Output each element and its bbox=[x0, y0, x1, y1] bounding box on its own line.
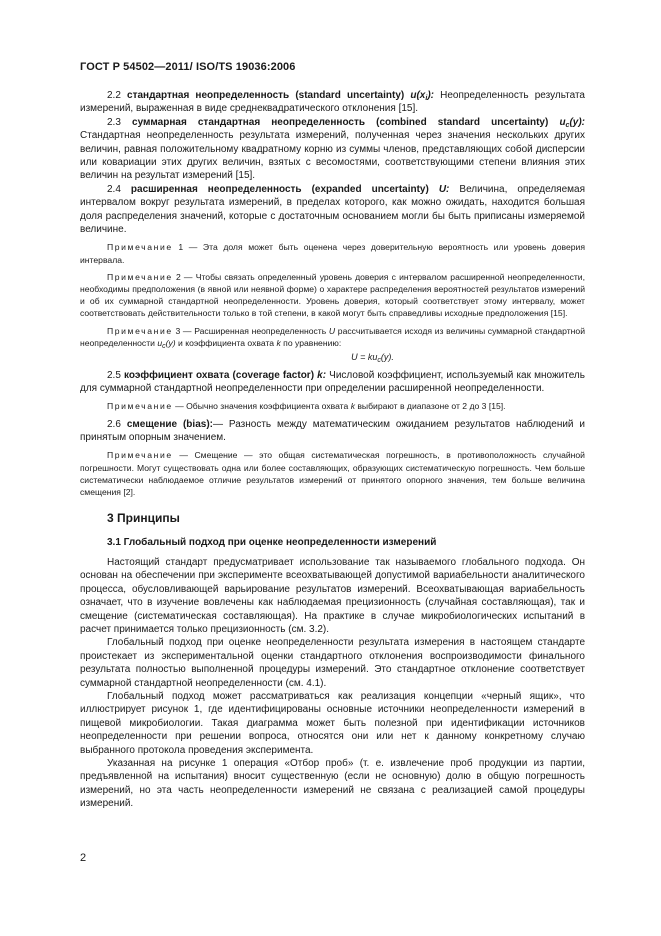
document-header: ГОСТ Р 54502—2011/ ISO/TS 19036:2006 bbox=[80, 61, 296, 73]
definition-2-6 bbox=[80, 418, 585, 445]
definition-text: Неопределенность результата измерений, выраженная в виде среднеквадратического отклонения [15]. bbox=[80, 90, 585, 115]
note-2-4-3: Примечание 3 — Расширенная неопределенность U рассчитывается исходя из величины суммарной стандартной неопределенности $u_c(y)$ и коэффициента охвата k по уравнению: bbox=[80, 325, 586, 350]
formula-expanded-uncertainty: $U = ku_c(y)$. bbox=[351, 352, 394, 365]
definition-number: 2.3 bbox=[107, 116, 121, 128]
section-heading-3-1: 3.1 Глобальный подход при оценке неопределенности измерений bbox=[107, 536, 437, 548]
definition-term: смещение (bias): bbox=[126, 418, 213, 430]
definition-term: расширенная неопределенность (expanded uncertainty) bbox=[130, 183, 439, 195]
document-body bbox=[80, 89, 585, 811]
note-label: Примечание bbox=[107, 242, 173, 253]
note-2-4-2: Примечание 2 — Чтобы связать определенный уровень доверия с интервалом расширенной неопределенности, необходимы предположения (в явной или неявной форме) о характере распределения вероятностей результатов измерений и об их суммарной стандартной неопределенности. Уровень доверия, который соответствует этому интервалу, может соответствовать действительности только в той степени, в какой могут быть справедливы исходные предположения [15]. bbox=[80, 271, 585, 319]
section-heading-3: 3 Принципы bbox=[107, 511, 180, 526]
definition-term: стандартная неопределенность (standard uncertainty) bbox=[127, 90, 411, 101]
definition-number: 2.5 bbox=[107, 369, 121, 381]
definition-symbol: u(x bbox=[410, 90, 426, 101]
note-2-5: Примечание — Обычно значения коэффициента охвата k выбирают в диапазоне от 2 до 3 [15]. bbox=[107, 401, 506, 412]
note-2-4-1: Примечание 1 — Эта доля может быть оценена через доверительную вероятность или уровень доверия интервала. bbox=[80, 242, 585, 265]
definition-2-5 bbox=[80, 369, 585, 396]
paragraph-3-1-1: Настоящий стандарт предусматривает использование так называемого глобального подхода. Он основан на обеспечении при эксперименте всеохватывающей допустимой вариабельности аналитического процесса, обусловливающей варьирование результатов измерений. Всеохватывающая вариабельность означает, что в изучение вовлечены как наблюдаемая прецизионность (случайная составляющая), так и смещение (систематическая составляющая). На практике в случае микробиологических испытаний в расчет принимается только прецизионность (см. 3.2). bbox=[80, 556, 585, 635]
definition-2-3: 2.3 суммарная стандартная неопределенность (combined standard uncertainty) $u_c(y)$: Стандартная неопределенность результата измерений, полученная через значения нескольких других величин, равная положительному квадратному корню из суммы членов, представляющих собой дисперсии или ковариации этих других величин, взятых с весомостями, соответствующими степени влияния этих величин на результат измерений [15]. bbox=[80, 116, 586, 182]
note-label: Примечание bbox=[107, 325, 173, 336]
definition-number: 2.2 bbox=[107, 90, 121, 101]
definition-text: Стандартная неопределенность результата измерений, полученная через значения нескольких других величин, равная положительному квадратному корню из суммы членов, представляющих собой дисперсии или ковариации этих других величин, взятых с весомостями, соответствующими степени влияния этих величин на результат измерений [15]. bbox=[80, 130, 585, 182]
paragraph-3-1-4: Указанная на рисунке 1 операция «Отбор проб» (т. е. извлечение проб продукции из партии, предъявленной на испытания) вносит существенную (если не основную) долю в общую погрешность измерений, но эта часть неопределенности измерений не связана с реализацией самой процедуры измерений. bbox=[80, 758, 585, 810]
definition-number: 2.4 bbox=[107, 183, 121, 195]
paragraph-3-1-3: Глобальный подход может рассматриваться как реализация концепции «черный ящик», что иллюстрирует рисунок 1, где идентифицированы основные источники неопределенности измерений в пищевой микробиологии. Такая диаграмма может быть полезной при идентификации источников неопределенности при решении вопроса, относятся они или нет к данному конкретному случаю выбранного протокола проведения эксперимента. bbox=[80, 691, 585, 756]
definition-text: Числовой коэффициент, используемый как множитель для суммарной стандартной неопределенности при определении расширенной неопределенности. bbox=[80, 369, 585, 394]
note-2-6: Примечание — Смещение — это общая систематическая погрешность, в противоположность случайной погрешности. Могут существовать одна или более составляющих, образующих систематическую погрешность. Чем больше систематически наблюдаемое отличие результатов измерений от принятого опорного значения, тем больше величина смещения [2]. bbox=[80, 450, 585, 497]
definition-text: — Разность между математическим ожиданием результатов наблюдений и принятым опорным значением. bbox=[80, 418, 586, 443]
definition-2-2: 2.2 стандартная неопределенность (standard uncertainty) $u(x_i)$: Неопределенность результата измерений, выраженная в виде среднеквадратического отклонения [15]. bbox=[80, 90, 585, 115]
definition-term: суммарная стандартная неопределенность (combined standard uncertainty) bbox=[132, 116, 560, 128]
definition-term: коэффициент охвата (coverage factor) bbox=[124, 369, 318, 381]
definition-2-4 bbox=[80, 183, 585, 237]
definition-number: 2.6 bbox=[107, 418, 121, 430]
note-label: Примечание bbox=[107, 450, 173, 461]
definition-symbol: k: bbox=[317, 369, 327, 381]
note-label: Примечание bbox=[107, 271, 173, 282]
definition-symbol: u bbox=[559, 116, 566, 128]
page-number: 2 bbox=[80, 852, 87, 864]
note-label: Примечание bbox=[107, 401, 173, 412]
definition-text: Величина, определяемая интервалом вокруг результата измерений, в пределах которого, как можно ожидать, находится большая доля распределения значений, которые с достаточным основанием могли бы быть приписаны измеряемой величине. bbox=[80, 183, 585, 236]
paragraph-3-1-2: Глобальный подход при оценке неопределенности результата измерения в настоящем стандарте проистекает из экспериментальной оценки стандартного отклонения воспроизводимости финального результата полностью выполненной процедуры измерений. Это стандартное отклонение соответствует суммарной стандартной неопределенности (см. 4.1). bbox=[80, 637, 585, 689]
definition-symbol: U: bbox=[438, 183, 450, 195]
